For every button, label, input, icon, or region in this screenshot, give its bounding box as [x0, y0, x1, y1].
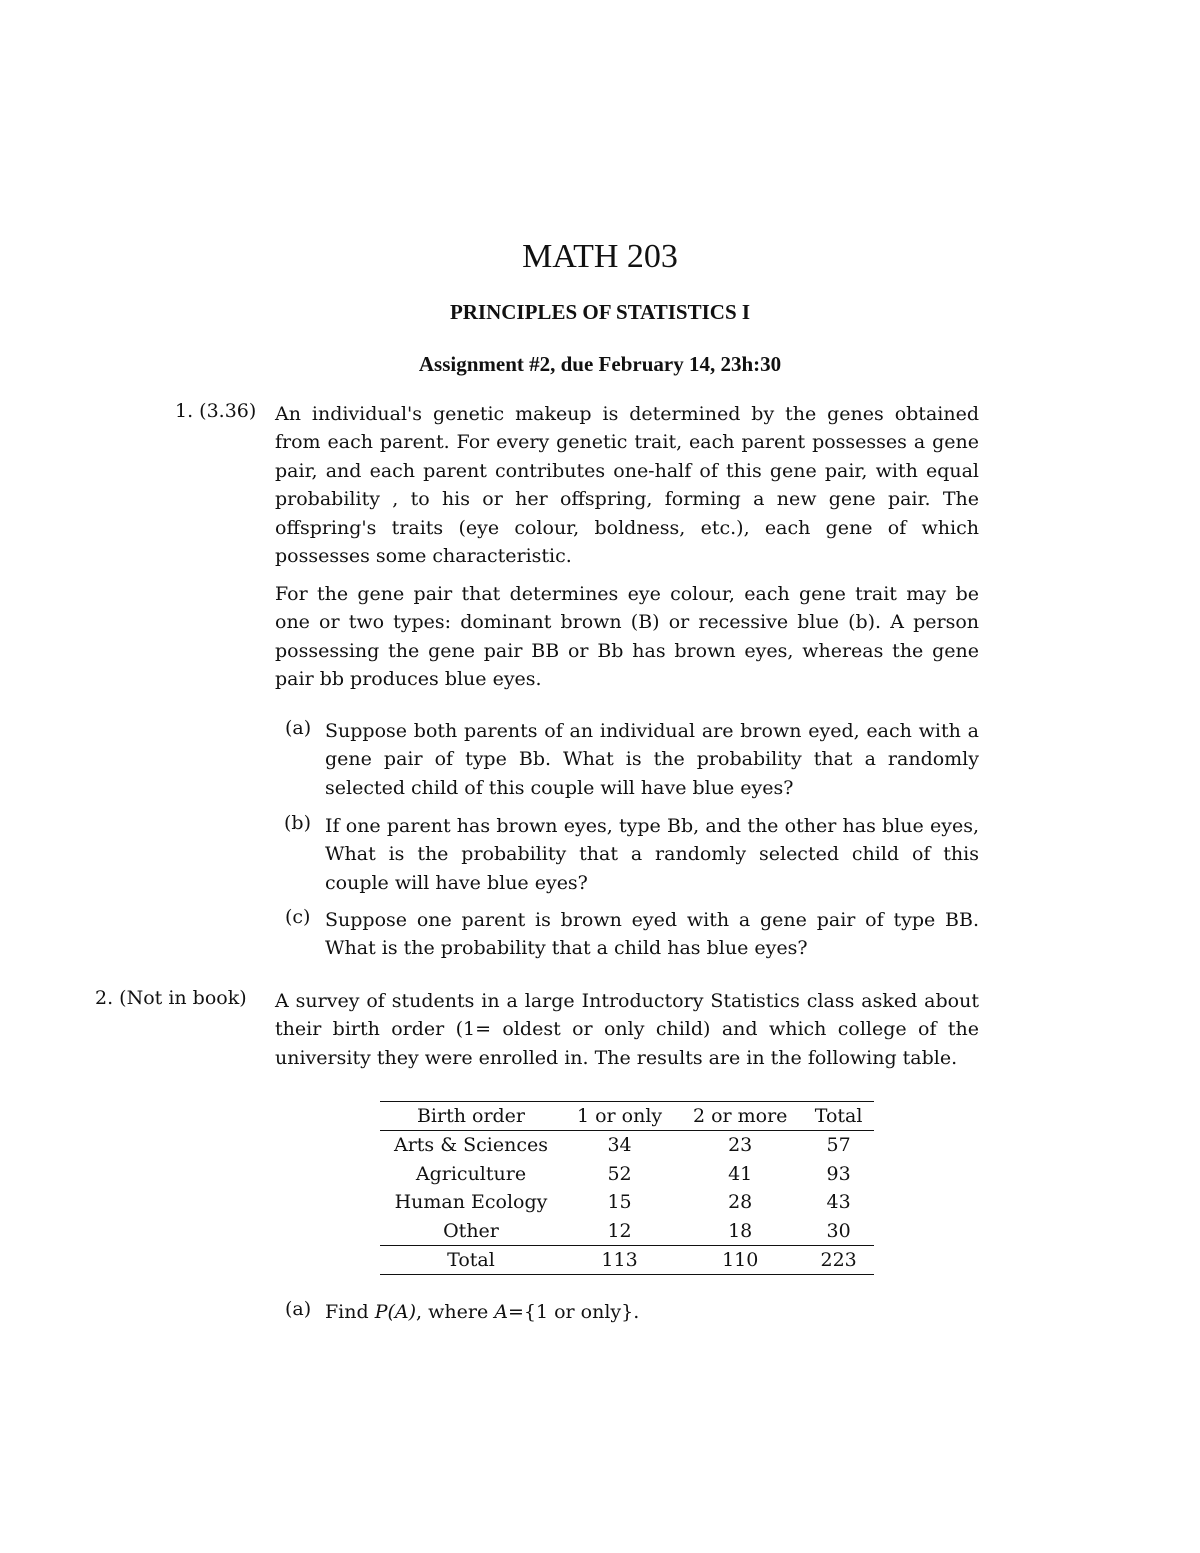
question-2-paragraph: A survey of students in a large Introductory Statistics class asked about their birth order (1= oldest or only child) and which college of the university they were enrolled in. The results are in the following table.: [275, 990, 979, 1069]
table-cell: 43: [826, 1191, 851, 1214]
table-cell: 52: [607, 1162, 632, 1185]
table-cell: Other: [443, 1219, 499, 1242]
table-cell: 28: [728, 1191, 753, 1214]
table-header-cell: Birth order: [380, 1102, 562, 1131]
table-cell: 110: [677, 1246, 803, 1275]
question-1c-text: Suppose one parent is brown eyed with a gene pair of type BB. What is the probability that a child has blue eyes?: [325, 909, 979, 960]
question-1b-text: If one parent has brown eyes, type Bb, and the other has blue eyes, What is the probability that a randomly selected child of this couple will have blue eyes?: [325, 815, 979, 894]
question-1-label: 1. (3.36): [175, 400, 257, 422]
question-2a-prefix: Find: [325, 1301, 375, 1323]
table-header-cell: 1 or only: [562, 1102, 677, 1131]
table-cell: 34: [607, 1134, 632, 1157]
birth-order-table: [380, 1101, 874, 1275]
page-title: MATH 203: [522, 238, 678, 275]
table-cell: Human Ecology: [394, 1191, 548, 1214]
question-2a-middle: , where: [416, 1301, 495, 1323]
table-row: [380, 1188, 874, 1216]
table-cell: Total: [380, 1246, 562, 1275]
table-header-cell: Total: [803, 1102, 874, 1131]
question-1-paragraph-1: An individual's genetic makeup is determined by the genes obtained from each parent. For every genetic trait, each parent possesses a gene pair, and each parent contributes one-half of this gene pair, with equal probability , to his or her offspring, forming a new gene pair. The offspring's traits (eye colour, boldness, etc.), each gene of which possesses some characteristic.: [275, 403, 979, 568]
table-cell: 113: [562, 1246, 677, 1275]
table-cell: 18: [728, 1219, 753, 1242]
course-subtitle: PRINCIPLES OF STATISTICS I: [449, 300, 751, 324]
question-1b-label: (b): [284, 812, 311, 834]
table-row: [380, 1131, 874, 1160]
table-cell: 57: [826, 1134, 851, 1157]
table-cell: Agriculture: [415, 1162, 527, 1185]
assignment-heading: Assignment #2, due February 14, 23h:30: [418, 352, 782, 376]
question-1a-text: Suppose both parents of an individual are brown eyed, each with a gene pair of type Bb. What is the probability that a randomly selected child of this couple will have blue eyes?: [325, 720, 979, 799]
question-2a-text: [325, 1298, 979, 1326]
question-2-label: 2. (Not in book): [95, 987, 247, 1009]
table-cell: 41: [728, 1162, 753, 1185]
event-variable: A: [494, 1301, 508, 1323]
question-1c-label: (c): [285, 906, 311, 928]
question-2a-label: (a): [285, 1298, 312, 1320]
table-row: [380, 1217, 874, 1246]
question-1a-label: (a): [285, 717, 312, 739]
question-1-paragraph-2: For the gene pair that determines eye colour, each gene trait may be one or two types: dominant brown (B) or recessive blue (b). A person possessing the gene pair BB or Bb has brown eyes, whereas the gene pair bb produces blue eyes.: [275, 583, 979, 691]
table-cell: 223: [803, 1246, 874, 1275]
question-2a-suffix: ={1 or only}.: [507, 1301, 640, 1323]
table-row: [380, 1160, 874, 1188]
table-cell: Arts & Sciences: [393, 1134, 549, 1157]
table-cell: 93: [826, 1162, 851, 1185]
table-cell: 12: [607, 1219, 632, 1242]
table-header-row: [380, 1102, 874, 1131]
table-total-row: [380, 1246, 874, 1275]
table-header-cell: 2 or more: [677, 1102, 803, 1131]
table-cell: 23: [728, 1134, 753, 1157]
probability-expression: P(A): [374, 1301, 417, 1323]
table-cell: 15: [607, 1191, 632, 1214]
table-cell: 30: [826, 1219, 851, 1242]
